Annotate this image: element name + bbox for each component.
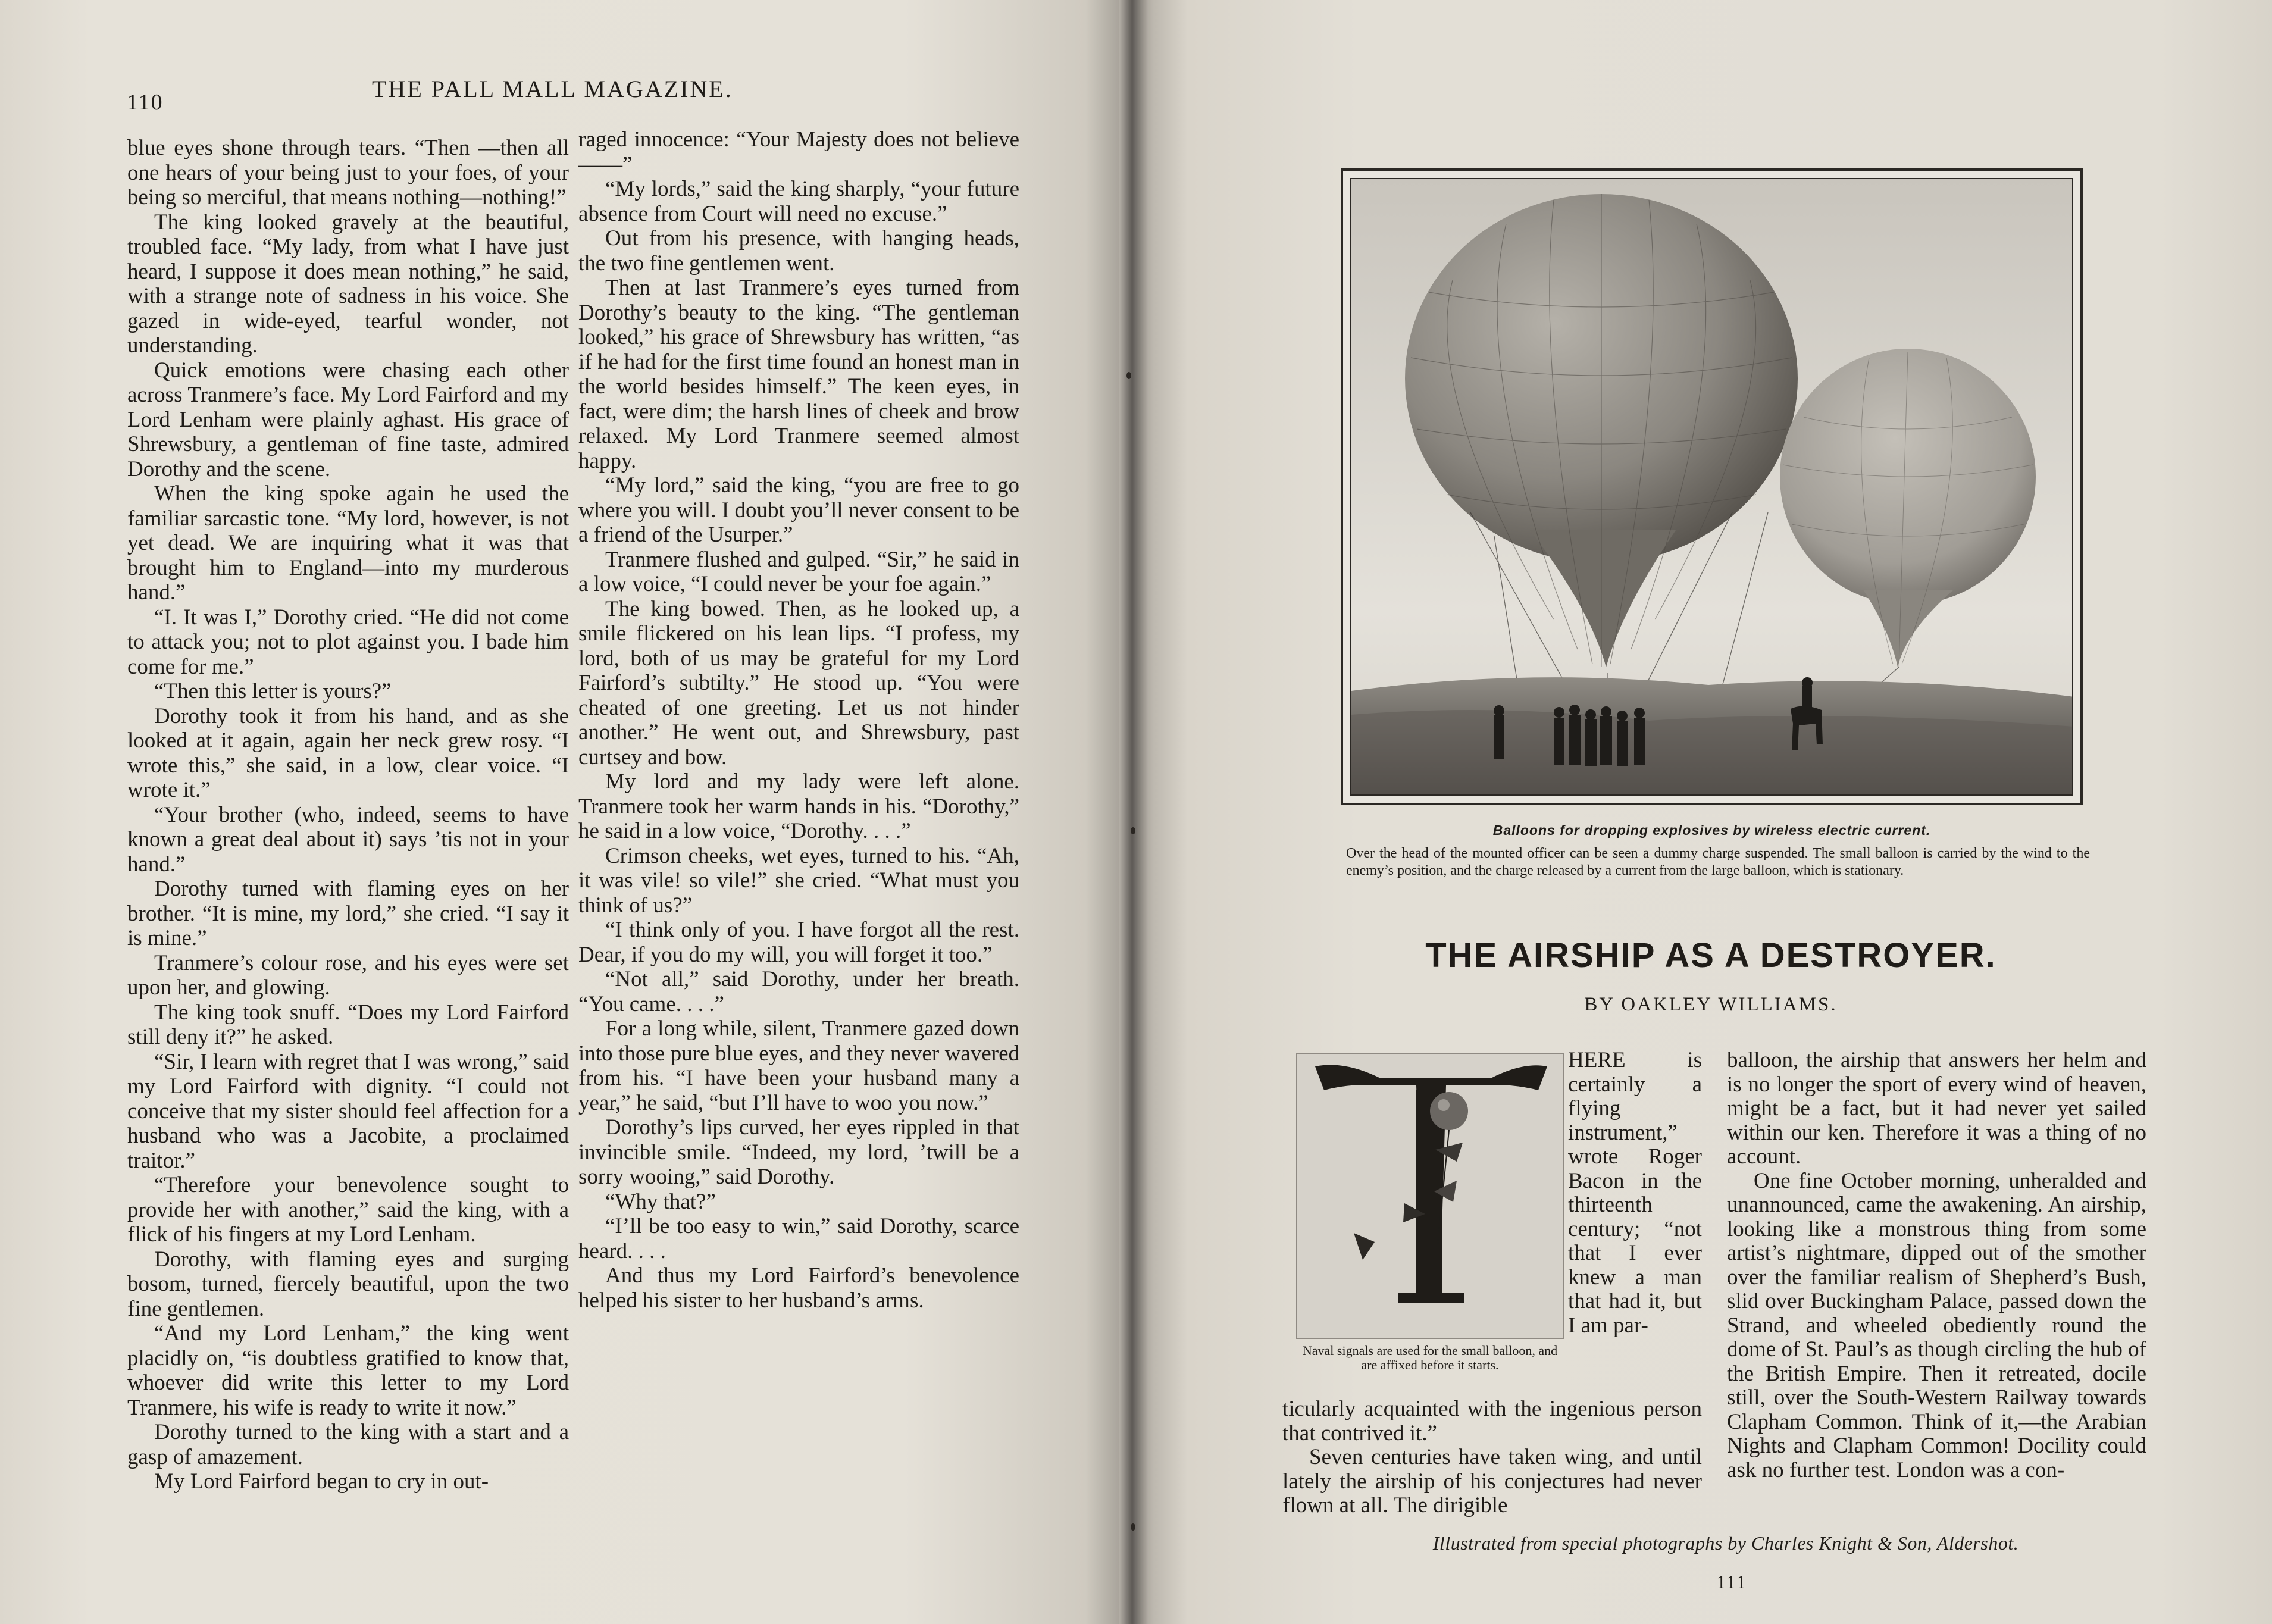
paragraph: Then at last Tranmere’s eyes turned from Dorothy’s beauty to the king. “The gentleman looked,” his grace of Shrewsbury has written, “as if he had for the first time found an honest man in the world besides himself.” The keen eyes, in fact, were dim; the harsh lines of cheek and brow relaxed. My Lord Tranmere seemed almost happy. xyxy=(578,276,1019,473)
binding-mark xyxy=(1126,372,1131,379)
page-number-right: 111 xyxy=(1716,1571,1747,1592)
photo-caption-text: Over the head of the mounted officer can be seen a dummy charge suspended. The small balloon is carried by the wind to the enemy’s position, and the charge released by a current from the large balloon, which is stationary. xyxy=(1346,846,2090,878)
drop-cap-illustration xyxy=(1296,1053,1564,1339)
page-number-left: 110 xyxy=(127,90,164,115)
paragraph: Dorothy turned with flaming eyes on her brother. “It is mine, my lord,” she cried. “I say it is mine.” xyxy=(127,877,569,950)
paragraph: “My lords,” said the king sharply, “your future absence from Court will need no excuse.” xyxy=(578,177,1019,226)
paragraph: “Your brother (who, indeed, seems to have known a great deal about it) says ’tis not in your hand.” xyxy=(127,802,569,877)
binding-mark xyxy=(1131,827,1135,834)
paragraph: For a long while, silent, Tranmere gazed down into those pure blue eyes, and they never wavered from his. “I have been your husband many a year,” he said, “but I’ll have to woo you now.” xyxy=(578,1016,1019,1115)
paragraph: “My lord,” said the king, “you are free to go where you will. I doubt you’ll never consent to be a friend of the Usurper.” xyxy=(578,473,1019,547)
text-column-1 xyxy=(127,136,569,1494)
left-page xyxy=(0,0,1131,1624)
paragraph: “And my Lord Lenham,” the king went placidly on, “is doubtless gratified to know that, whoever did write this letter to my Lord Tranmere, his wife is ready to write it now.” xyxy=(127,1321,569,1420)
paragraph: Tranmere’s colour rose, and his eyes were set upon her, and glowing. xyxy=(127,950,569,1000)
binding-mark xyxy=(1131,1523,1135,1531)
paragraph: Dorothy turned to the king with a start and a gasp of amazement. xyxy=(127,1420,569,1469)
paragraph: “I think only of you. I have forgot all the rest. Dear, if you do my will, you will forget it too.” xyxy=(578,918,1019,967)
paragraph: My Lord Fairford began to cry in out- xyxy=(154,1469,489,1494)
illustration-credit: Illustrated from special photographs by Charles Knight & Son, Aldershot. xyxy=(1432,1532,2019,1554)
paragraph: blue eyes shone through tears. “Then —then all one hears of your being just to your foes, of your being so merciful, that means nothing—nothing!” xyxy=(127,136,569,209)
drop-cap-caption: Naval signals are used for the small balloon, and are affixed before it starts. xyxy=(1302,1343,1558,1372)
paragraph: “Therefore your benevolence sought to provide her with another,” said the king, with a flick of his fingers at my Lord Lenham. xyxy=(127,1173,569,1247)
paragraph: Dorothy, with flaming eyes and surging bosom, turned, fiercely beautiful, upon the two fine gentlemen. xyxy=(127,1247,569,1321)
paragraph: My lord and my lady were left alone. Tranmere took her warm hands in his. “Dorothy,” he said in a low voice, “Dorothy. . . .” xyxy=(578,769,1019,843)
paragraph: “I’ll be too easy to win,” said Dorothy, scarce heard. . . . xyxy=(578,1214,1019,1263)
paragraph: Quick emotions were chasing each other across Tranmere’s face. My Lord Fairford and my Lord Lenham were plainly aghast. His grace of Shrewsbury, a gentleman of fine taste, admired Dorothy and the scene. xyxy=(127,358,569,481)
running-head: THE PALL MALL MAGAZINE. xyxy=(372,76,733,102)
drop-cap-letter-graphic xyxy=(1297,1054,1563,1338)
article-title: THE AIRSHIP AS A DESTROYER. xyxy=(1425,936,1996,975)
paragraph: One fine October morning, unheralded and unannounced, came the awakening. An airship, looking like a monstrous thing from some artist’s nightmare, dipped out of the smother over the familiar realism of Shepherd’s Bush, slid over Buckingham Palace, passed down the Strand, and wheeled obediently round the dome of St. Paul’s as though circling the hub of the British Empire. Then it retreated, docile still, over the South-Western Railway towards Clapham Common. Think of it,—the Arabian Nights and Clapham Common! Docility could ask no further test. London was a con- xyxy=(1727,1168,2146,1482)
text-column-2 xyxy=(578,127,1019,1313)
book-gutter xyxy=(1119,0,1148,1624)
paragraph: Crimson cheeks, wet eyes, turned to his. “Ah, it was vile! so vile!” she cried. “What must you think of us?” xyxy=(578,843,1019,918)
paragraph: HERE is certainly a flying instrument,” wrote Roger Bacon in the thirteenth century; “not that I ever knew a man that had it, but I am par- xyxy=(1568,1048,1702,1338)
article-column-3 xyxy=(1282,1397,1702,1518)
article-column-4 xyxy=(1727,1049,2146,1482)
paragraph: “Sir, I learn with regret that I was wrong,” said my Lord Fairford with dignity. “I could not conceive that my sister should feel affection for a husband who was a Jacobite, a proclaimed traitor.” xyxy=(127,1049,569,1173)
paragraph: Seven centuries have taken wing, and until lately the airship of his conjectures had never flown at all. The dirigible xyxy=(1282,1445,1702,1517)
paragraph: When the king spoke again he used the familiar sarcastic tone. “My lord, however, is not yet dead. We are inquiring what it was that brought him to England—into my murderous hand.” xyxy=(127,481,569,605)
paragraph: And thus my Lord Fairford’s benevolence helped his sister to her husband’s arms. xyxy=(578,1263,1019,1313)
balloons-photo-image xyxy=(1351,179,2073,796)
balloon-photograph xyxy=(1341,168,2083,805)
paragraph: Dorothy’s lips curved, her eyes rippled in that invincible smile. “Indeed, my lord, ’twill be a sorry wooing,” said Dorothy. xyxy=(578,1115,1019,1189)
paragraph: The king looked gravely at the beautiful, troubled face. “My lady, from what I have just heard, I suppose it does mean nothing,” he said, with a strange note of sadness in his voice. She gazed in wide-eyed, tearful wonder, not understanding. xyxy=(127,209,569,358)
paragraph: The king bowed. Then, as he looked up, a smile flickered on his lean lips. “I profess, my lord, both of us may be grateful for my Lord Fairford’s subtilty.” He stood up. “You were cheated of one greeting. Let us not hinder another.” He went out, and Shrewsbury, past curtsey and bow. xyxy=(578,596,1019,769)
paragraph: ticularly acquainted with the ingenious person that contrived it.” xyxy=(1282,1397,1702,1445)
article-column-narrow xyxy=(1568,1049,1702,1338)
paragraph: raged innocence: “Your Majesty does not believe——” xyxy=(578,127,1019,177)
paragraph: “I. It was I,” Dorothy cried. “He did not come to attack you; not to plot against you. I bade him come for me.” xyxy=(127,605,569,679)
paragraph: Dorothy took it from his hand, and as she looked at it again, again her neck grew rosy. “I wrote this,” she said, in a low, clear voice. “I wrote it.” xyxy=(127,703,569,802)
paragraph: “Then this letter is yours?” xyxy=(154,679,392,703)
paragraph: The king took snuff. “Does my Lord Fairford still deny it?” he asked. xyxy=(127,1000,569,1049)
paragraph: Tranmere flushed and gulped. “Sir,” he said in a low voice, “I could never be your foe again.” xyxy=(578,547,1019,596)
paragraph: balloon, the airship that answers her helm and is no longer the sport of every wind of heaven, might be a fact, but it had never yet sailed within our ken. Therefore it was a thing of no account. xyxy=(1727,1048,2146,1169)
paragraph: Out from his presence, with hanging heads, the two fine gentlemen went. xyxy=(578,226,1019,276)
article-byline: BY OAKLEY WILLIAMS. xyxy=(1584,994,1838,1015)
paragraph: “Why that?” xyxy=(605,1189,716,1214)
photo-caption-title: Balloons for dropping explosives by wireless electric current. xyxy=(1492,822,1931,838)
paragraph: “Not all,” said Dorothy, under her breath. “You came. . . .” xyxy=(578,967,1019,1016)
